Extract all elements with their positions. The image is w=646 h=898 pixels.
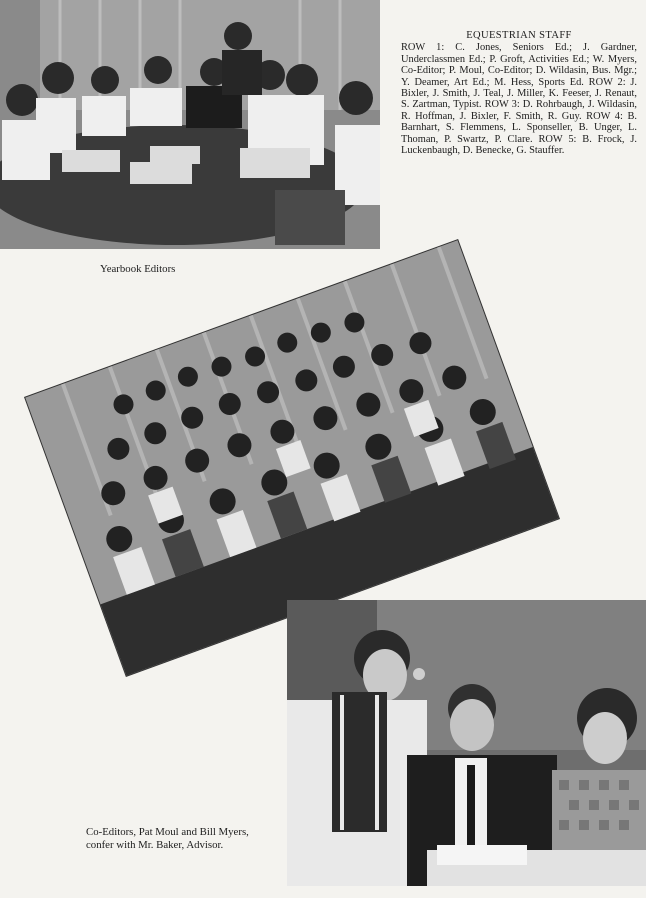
- staff-heading: EQUESTRIAN STAFF: [466, 30, 572, 41]
- staff-roster-text: ROW 1: C. Jones, Seniors Ed.; J. Gardner, Underclassmen Ed.; P. Groft, Activities Ed.; W. Myers, Co-Editor; P. Moul, Co-Editor; D. Wildasin, Bus. Mgr.; Y. Deamer, Art Ed.; M. Hess, Sports Ed. ROW 2: J. Bixler, J. Smith, J. Teal, J. Miller, K. Feeser, J. Renaut, S. Zartman, Typist. ROW 3: D. Rohrbaugh, J. Wildasin, R. Hoffman, J. Bixler, F. Smith, R. Guy. ROW 4: B. Barnhart, S. Flemmens, L. Sponseller, B. Unger, L. Thoman, P. Swartz, P. Clare. ROW 5: B. Frock, J. Luckenbaugh, D. Benecke, G. Stauffer.: [401, 42, 637, 157]
- photo-co-editors-advisor: [287, 600, 646, 886]
- photo-yearbook-editors: [0, 0, 380, 249]
- caption-co-editors: Co-Editors, Pat Moul and Bill Myers, confer with Mr. Baker, Advisor.: [86, 826, 249, 851]
- staff-listing: [401, 30, 637, 156]
- caption-yearbook-editors: Yearbook Editors: [100, 263, 176, 275]
